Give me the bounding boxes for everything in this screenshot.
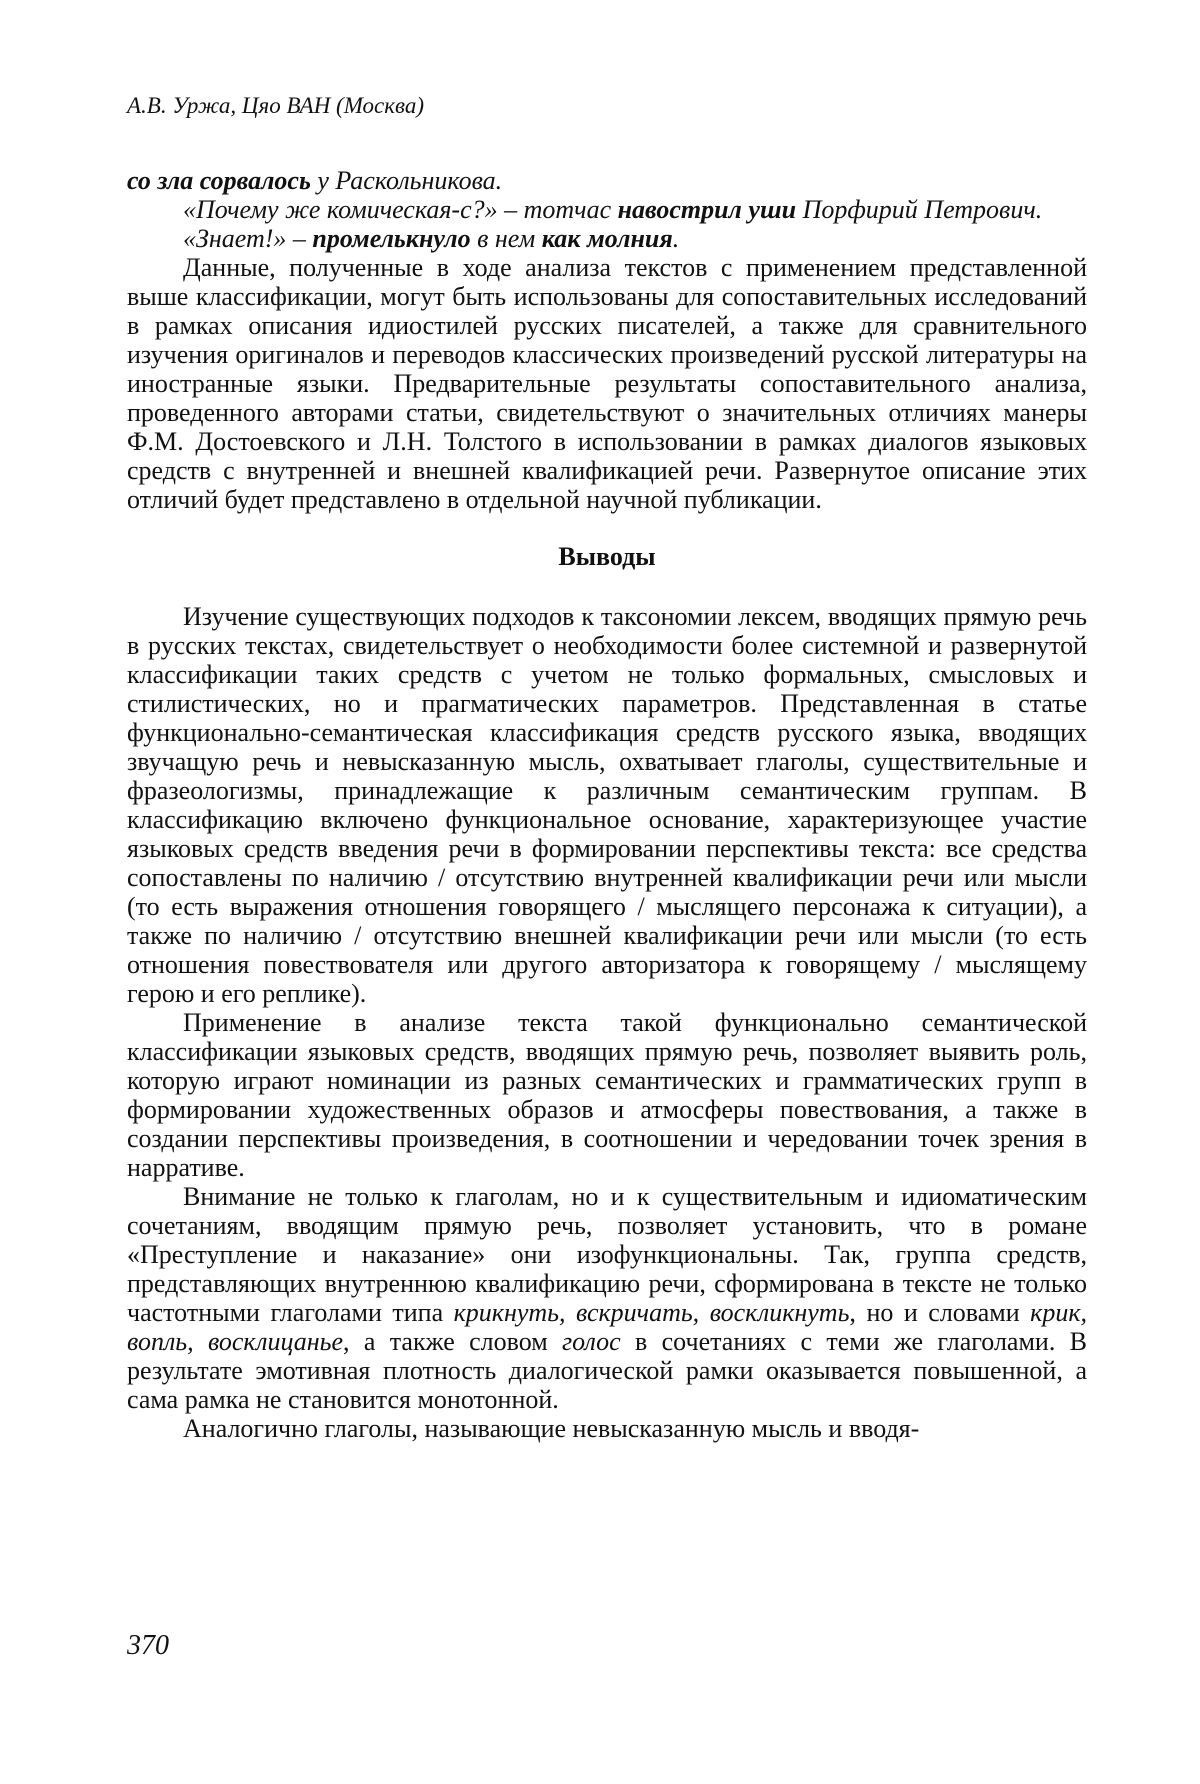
quote-emphasis: навострил уши <box>617 195 797 224</box>
body-paragraph-2: Изучение существующих подходов к таксономии лексем, вводящих прямую речь в русских текстах, свидетельствует о необходимости более системной и развернутой классификации таких средств с учетом не только формальных, смысловых и стилистических, но и прагматических параметров. Представленная в статье функционально-семантическая классификация средств русского языка, вводящих звучащую речь и невысказанную мысль, охватывает глаголы, существительные и фразеологизмы, принадлежащие к различным семантическим группам. В классификацию включено функциональное основание, характеризующее участие языковых средств введения речи в формировании перспективы текста: все средства сопоставлены по наличию / отсутствию внутренней квалификации речи или мысли (то есть выражения отношения говорящего / мыслящего персонажа к ситуации), а также по наличию / отсутствию внешней квалификации речи или мысли (то есть отношения повествователя или другого авторизатора к говорящему / мыслящему герою и его реплике). <box>127 602 1087 1008</box>
section-title: Выводы <box>558 542 656 571</box>
quote-emphasis: промелькнуло <box>312 224 471 253</box>
paragraph-text: , а также словом <box>343 1327 562 1356</box>
quote-text: Порфирий Петрович. <box>796 195 1043 224</box>
quote-text: «Почему же комическая-с?» – тотчас <box>183 195 618 224</box>
example-words: крикнуть, вскричать, воскликнуть <box>453 1298 850 1327</box>
quote-line-3 <box>127 224 1087 253</box>
paragraph-text: , но и словами <box>849 1298 1031 1327</box>
quote-emphasis: со зла сорвалось <box>127 166 311 195</box>
quote-emphasis: как молния <box>541 224 673 253</box>
paragraph-text: Внимание не только к глаголам, но и к существительным и идиоматическим сочетаниям, вводящим прямую речь, позволяет установить, что в романе «Преступление и наказание» они изофункциональны. Так, группа средств, представляющих внутреннюю квалификацию речи, сформирована в тексте не только частотными глаголами типа <box>127 1182 1087 1327</box>
example-words: голос <box>562 1327 621 1356</box>
body-paragraph-5: Аналогично глаголы, называющие невысказанную мысль и вводя- <box>183 1414 920 1443</box>
body-paragraph-1: Данные, полученные в ходе анализа текстов с применением представленной выше классификации, могут быть использованы для сопоставительных исследований в рамках описания идиостилей русских писателей, а также для сравнительного изучения оригиналов и переводов классических произведений русской литературы на иностранные языки. Предварительные результаты сопоставительного анализа, проведенного авторами статьи, свидетельствуют о значительных отличиях манеры Ф.М. Достоевского и Л.Н. Толстого в использовании в рамках диалогов языковых средств с внутренней и внешней квалификацией речи. Развернутое описание этих отличий будет представлено в отдельной научной публикации. <box>127 253 1087 514</box>
example-words: крик, вопль, восклицанье <box>127 1298 1087 1356</box>
quote-text: . <box>672 224 680 253</box>
quote-text: в нем <box>470 224 542 253</box>
quote-line-2 <box>127 195 1087 224</box>
page-number: 370 <box>127 1630 169 1661</box>
body-paragraph-3: Применение в анализе текста такой функционально семантической классификации языковых средств, вводящих прямую речь, позволяет выявить роль, которую играют номинации из разных семантических и грамматических групп в формировании художественных образов и атмосферы повествования, а также в создании перспективы произведения, в соотношении и чередовании точек зрения в нарративе. <box>127 1008 1087 1182</box>
running-head: А.В. Уржа, Цяо ВАН (Москва) <box>127 93 425 118</box>
body-paragraph-4 <box>127 1182 1087 1414</box>
quote-text: «Знает!» – <box>183 224 313 253</box>
page-content <box>127 166 1087 1443</box>
quote-line-1 <box>127 166 1087 195</box>
quote-text: у Раскольникова. <box>310 166 503 195</box>
paragraph-text: в сочетаниях с теми же глаголами. В результате эмотивная плотность диалогической рамки оказывается повышенной, а сама рамка не становится монотонной. <box>127 1327 1088 1414</box>
